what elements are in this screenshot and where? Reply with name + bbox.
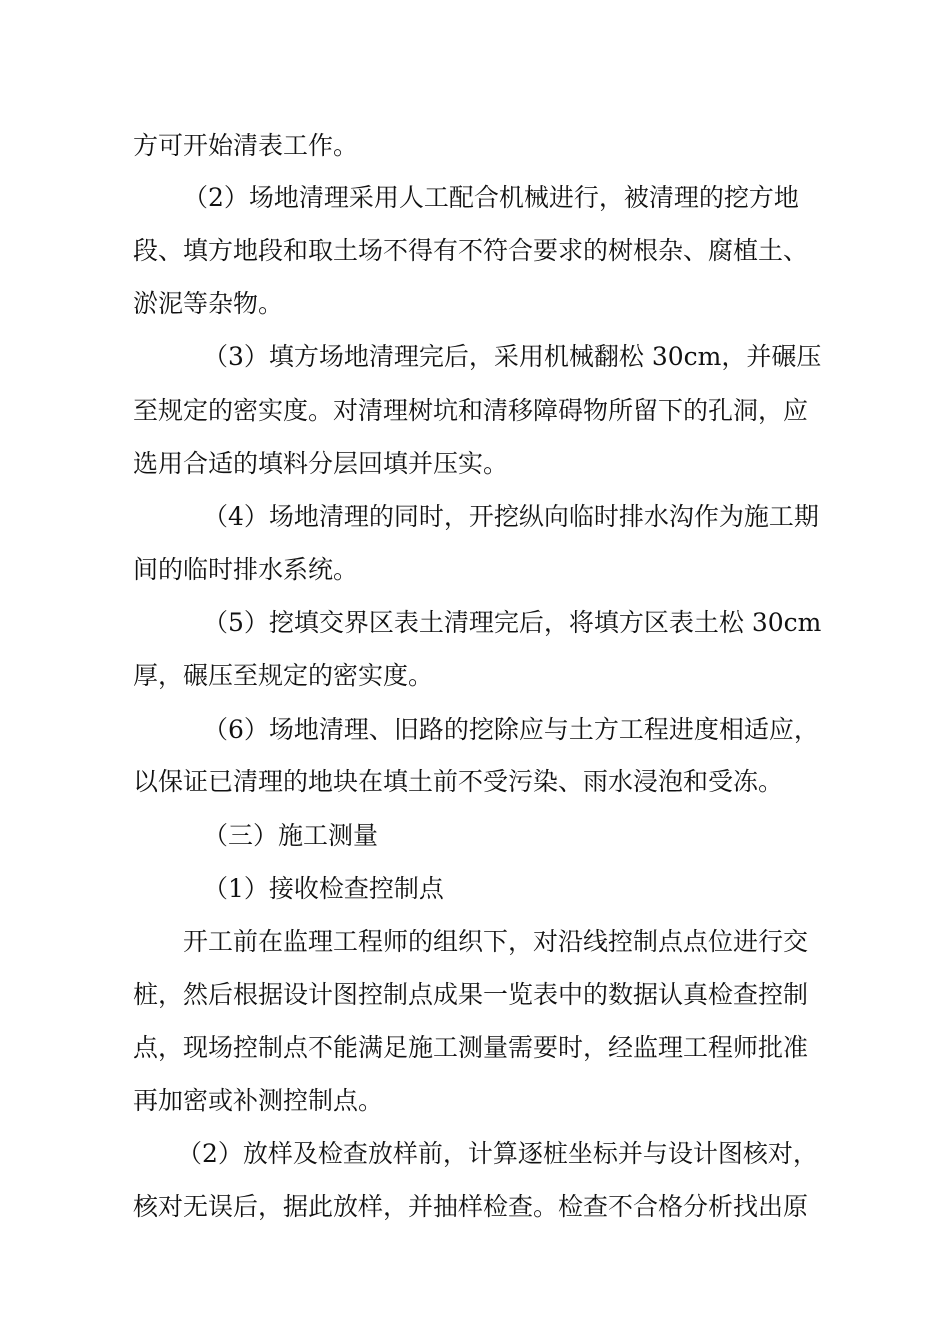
- text-line: 开工前在监理工程师的组织下，对沿线控制点点位进行交: [183, 927, 809, 956]
- text-line: 桩，然后根据设计图控制点成果一览表中的数据认真检查控制: [133, 980, 809, 1009]
- text-line: 方可开始清表工作。: [133, 131, 359, 160]
- text-line: 至规定的密实度。对清理树坑和清移障碍物所留下的孔洞，应: [133, 396, 809, 425]
- text-line: （2）场地清理采用人工配合机械进行，被清理的挖方地: [183, 183, 799, 212]
- text-line: 以保证已清理的地块在填土前不受污染、雨水浸泡和受冻。: [133, 767, 784, 796]
- text-line: 厚，碾压至规定的密实度。: [133, 661, 434, 690]
- text-line: （3）填方场地清理完后，采用机械翻松 30cm，并碾压: [203, 342, 822, 371]
- text-line: 核对无误后，据此放样，并抽样检查。检查不合格分析找出原: [133, 1192, 809, 1221]
- text-line: （6）场地清理、旧路的挖除应与土方工程进度相适应，: [203, 715, 819, 744]
- text-line: 间的临时排水系统。: [133, 555, 359, 584]
- section-heading: （三）施工测量: [203, 821, 379, 850]
- text-line: 选用合适的填料分层回填并压实。: [133, 449, 509, 478]
- text-line: 再加密或补测控制点。: [133, 1086, 384, 1115]
- text-line: （2）放样及检查放样前，计算逐桩坐标并与设计图核对，: [177, 1139, 818, 1168]
- text-line: （5）挖填交界区表土清理完后，将填方区表土松 30cm: [203, 608, 822, 637]
- text-line: 点，现场控制点不能满足施工测量需要时，经监理工程师批准: [133, 1033, 809, 1062]
- text-line: （4）场地清理的同时，开挖纵向临时排水沟作为施工期: [203, 502, 819, 531]
- subsection-heading: （1）接收检查控制点: [203, 874, 444, 903]
- text-line: 淤泥等杂物。: [133, 289, 284, 318]
- text-line: 段、填方地段和取土场不得有不符合要求的树根杂、腐植土、: [133, 236, 809, 265]
